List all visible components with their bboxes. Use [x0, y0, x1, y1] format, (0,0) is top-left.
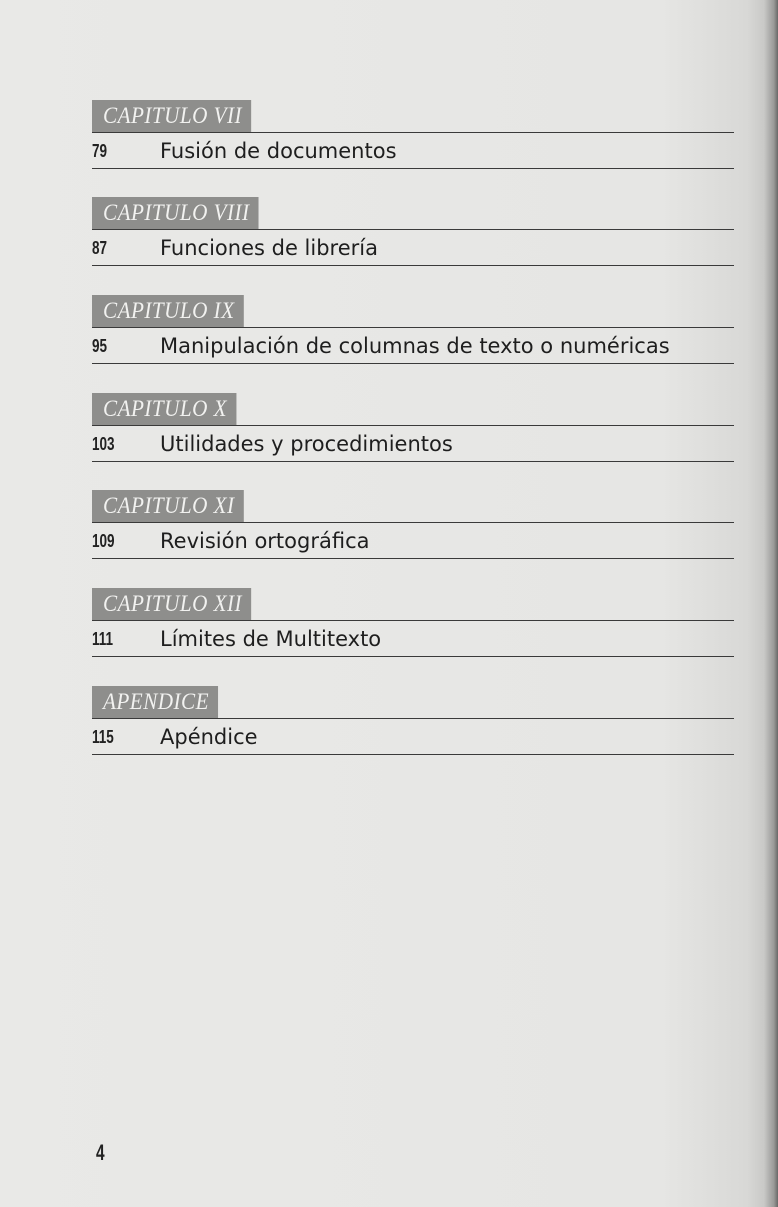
divider-rule [92, 363, 734, 364]
divider-rule [92, 425, 734, 426]
toc-section-chapter-10 [92, 393, 734, 465]
entry-page-number: 103 [92, 434, 115, 454]
entry-title: Fusión de documentos [160, 139, 397, 163]
entry-page-number: 115 [92, 727, 114, 747]
entry-title: Límites de Multitexto [160, 627, 382, 651]
divider-rule [92, 754, 734, 755]
entry-page-number: 111 [92, 629, 114, 649]
entry-title: Apéndice [160, 725, 258, 749]
chapter-badge: CAPITULO XII [92, 588, 251, 620]
toc-section-chapter-12 [92, 588, 734, 660]
entry-title: Utilidades y procedimientos [160, 432, 453, 456]
book-spine-shadow [764, 0, 778, 1207]
divider-rule [92, 168, 734, 169]
divider-rule [92, 461, 734, 462]
divider-rule [92, 558, 734, 559]
chapter-badge: CAPITULO X [92, 393, 236, 425]
chapter-badge: APENDICE [92, 686, 218, 718]
page-folio-number: 4 [96, 1140, 105, 1165]
toc-section-chapter-7 [92, 100, 734, 172]
divider-rule [92, 327, 734, 328]
entry-title: Funciones de librería [160, 236, 378, 260]
divider-rule [92, 132, 734, 133]
entry-title: Manipulación de columnas de texto o numéricas [160, 334, 670, 358]
entry-page-number: 109 [92, 531, 115, 551]
chapter-badge: CAPITULO VII [92, 100, 251, 132]
divider-rule [92, 229, 734, 230]
toc-section-chapter-11 [92, 490, 734, 562]
chapter-badge: CAPITULO IX [92, 295, 244, 327]
divider-rule [92, 522, 734, 523]
entry-page-number: 79 [92, 141, 108, 161]
toc-section-chapter-8 [92, 197, 734, 269]
toc-section-chapter-9 [92, 295, 734, 367]
divider-rule [92, 656, 734, 657]
toc-section-appendix [92, 686, 734, 758]
chapter-badge: CAPITULO XI [92, 490, 244, 522]
chapter-badge: CAPITULO VIII [92, 197, 259, 229]
entry-title: Revisión ortográfica [160, 529, 370, 553]
entry-page-number: 87 [92, 238, 108, 258]
entry-page-number: 95 [92, 336, 108, 356]
divider-rule [92, 620, 734, 621]
divider-rule [92, 265, 734, 266]
divider-rule [92, 718, 734, 719]
